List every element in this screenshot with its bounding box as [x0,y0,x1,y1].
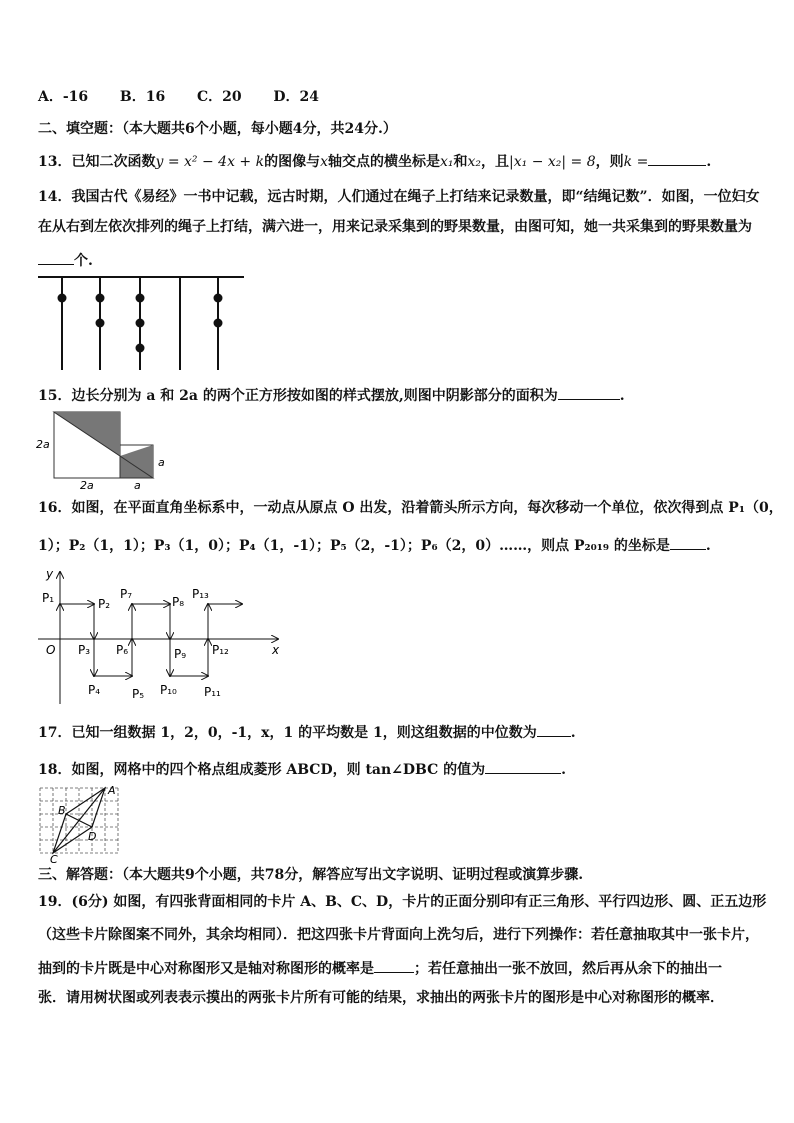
point-p5: P₅ [132,687,145,701]
label-2a-bottom: 2a [80,479,94,490]
q19-answer-blank [374,958,414,973]
origin-label: O [46,643,56,657]
q16-line1: 16．如图，在平面直角坐标系中，一动点从原点 O 出发，沿着箭头所示方向，每次移动一个单位，依次得到点 P₁（0， [38,500,783,516]
q14-answer-blank [38,250,74,265]
q16-answer-blank [670,535,706,550]
q17: 17．已知一组数据 1，2，0，-1，x，1 的平均数是 1，则这组数据的中位数为 . [38,722,764,742]
point-p1: P₁ [42,591,55,605]
point-p8: P₈ [172,595,185,609]
option-a: A．-16 [38,89,89,105]
q17-answer-blank [537,722,571,737]
vertex-a: A [108,784,116,797]
q15: 15．边长分别为 a 和 2a 的两个正方形按如图的样式摆放,则图中阴影部分的面积为 . [38,385,764,405]
coordinate-path-figure [36,566,286,706]
q13-answer-blank [648,151,706,166]
point-p10: P₁₀ [160,683,177,697]
q19-line3: 抽到的卡片既是中心对称图形又是轴对称图形的概率是 ；若任意抽出一张不放回，然后再从余下的抽出一 [38,958,764,978]
section3-header: 三、解答题：（本大题共9个小题，共78分，解答应写出文字说明、证明过程或演算步骤. [38,867,584,883]
point-p2: P₂ [98,597,111,611]
vertex-d: D [88,830,97,843]
option-d: D．24 [273,89,319,105]
point-p7: P₇ [120,587,133,601]
option-c: C．20 [196,89,242,105]
point-p9: P₉ [174,647,187,661]
q14-line3: 个. [38,250,764,270]
label-a-bottom: a [134,479,141,490]
rhombus-grid-figure [36,784,126,864]
q14-line2: 在从右到左依次排列的绳子上打结，满六进一，用来记录采集到的野果数量，由图可知，她一共采集到的野果数量为 [38,219,752,235]
q12-options [38,88,764,106]
q18: 18．如图，网格中的四个格点组成菱形 ABCD，则 tan∠DBC 的值为 . [38,759,764,779]
q18-answer-blank [485,759,561,774]
point-p6: P₆ [116,643,129,657]
axis-y-label: y [46,567,54,581]
section2-header: 二、填空题：（本大题共6个小题，每小题4分，共24分.） [38,121,397,137]
vertex-b: B [58,804,66,817]
point-p11: P₁₁ [204,685,221,699]
q13: 13．已知二次函数y = x² − 4x + k的图像与x轴交点的横坐标是x₁和x₂，且|x₁ − x₂| = 8，则k = . [38,151,764,171]
q19-line2: （这些卡片除图案不同外，其余均相同）．把这四张卡片背面向上洗匀后，进行下列操作：若任意抽取其中一张卡片， [38,927,759,943]
label-2a-left: 2a [36,438,50,451]
q16-line2: 1）；P₂（1，1）；P₃（1，0）；P₄（1，-1）；P₅（2，-1）；P₆（2，0）……，则点 P₂₀₁₉ 的坐标是 . [38,535,764,555]
q19-line4: 张．请用树状图或列表表示摸出的两张卡片所有可能的结果，求抽出的两张卡片的图形是中心对称图形的概率． [38,990,724,1006]
point-p4: P₄ [88,683,101,697]
point-p13: P₁₃ [192,587,209,601]
q19-line1: 19．(6分) 如图，有四张背面相同的卡片 A、B、C、D，卡片的正面分别印有正三角形、平行四边形、圆、正五边形 [38,894,767,910]
squares-figure [34,410,174,490]
q14-line1: 14．我国古代《易经》一书中记载，远古时期，人们通过在绳子上打结来记录数量，即“结绳记数”．如图，一位妇女 [38,189,760,205]
q15-answer-blank [558,385,620,400]
axis-x-label: x [272,643,280,657]
knot-rope-figure [36,270,248,374]
option-b: B．16 [119,89,166,105]
point-p3: P₃ [78,643,91,657]
label-a-right: a [158,456,165,469]
q13-function: y = x² − 4x + k [155,154,265,170]
point-p12: P₁₂ [212,643,229,657]
vertex-c: C [50,853,58,864]
